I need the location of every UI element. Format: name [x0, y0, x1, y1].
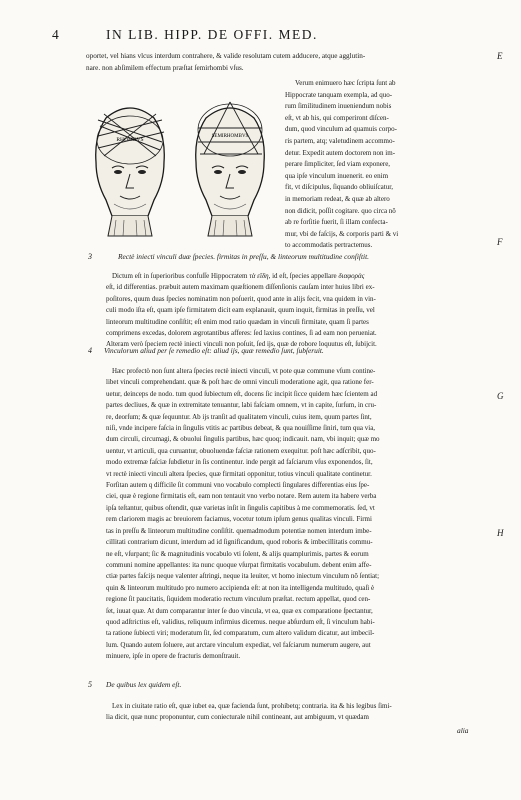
text-line: Hippocrate tanquam exempla, ad quo-: [285, 90, 393, 99]
text-line: dum, quod vinculum ad quamuis corpo-: [285, 125, 397, 134]
text-line: ipſa teſtantur, quibus oſtendit, quæ varietas inſit in ſingulis capitibus à me commemoratis. ſed, vt: [106, 503, 375, 512]
text-line: Forſitan autem q difficile ſit communi vno vocabulo complecti ſingulares differentias eius ſpe-: [106, 481, 370, 490]
svg-text:RHOMBVS: RHOMBVS: [116, 137, 144, 143]
text-line: dum circuli, circumagi, & obuolui ſingulis partibus, hæc quoq; indicauit. nam, vbi inquit; quæ mo: [106, 435, 380, 444]
section-heading: Rectè iniecti vinculi duæ ſpecies. firmitas in preſſu, & linteorum multitudine conſiſtit.: [118, 252, 369, 261]
text-line: cillitati contrarium dicunt, interdum ad id ſignificandum, quod roboris & imbecillitatis commu-: [106, 538, 373, 547]
text-line: communi nomine appellantes: ita nunc quoque vſurpat firmitatis vocabulum. debent enim affe-: [106, 560, 372, 569]
text-line: rum ſimilitudinem inueniendum nobis: [285, 102, 392, 111]
text-line: fit, vt diſcipulus, ſiquando obliuiſcatur,: [285, 183, 394, 192]
text-line: ctiæ partes faſcijs neque valenter aſtringi, neque ita leuiter, vt homo iniectum vinculum nõ ſentiat;: [106, 572, 380, 581]
greek-term: διαφορὰς: [338, 272, 365, 280]
section-5-text: [106, 701, 498, 724]
text-line: nare. non abſimilem effectum præſtat ſemirhombi vſus.: [86, 64, 244, 72]
text-line: uentur, vt articuli, qua curuantur, obuoluendæ faſciæ rationem exequitur. poſt hæc adſcribit, quo-: [106, 446, 376, 455]
figure-label-rhombus: [116, 137, 143, 143]
greek-term: τὰ εἴδη: [249, 272, 269, 280]
text-line: ſet, iuuat quæ. At dum comparantur inter ſe duo vincula, vt ea, quæ ex comparatione ſpectantur,: [106, 606, 373, 615]
text-line: partes decliues, & quæ in extremitate tenuantur, labi faſciam omnem, vt in capite, ſurſum, in cru-: [106, 401, 377, 410]
catchword: alia: [457, 726, 469, 735]
section-number: 5: [88, 680, 92, 689]
right-column-text: [285, 78, 497, 252]
text-line: oportet, vel hians vlcus interdum contrahere, & valide resolutam cutem adducere, atque agglutin-: [86, 52, 366, 60]
section-heading: De quibus lex quidem eſt.: [106, 680, 182, 689]
text-line: quin & linteorum multitudo pro numero accipienda eſt: at non ita intelligenda multitudo, quaſi è: [106, 583, 375, 592]
text-line: detur. Expedit autem doctorem non im-: [285, 148, 396, 157]
rhombus-head-figure: [84, 96, 176, 242]
text-line: libet vinculi comprehendant. quæ & poſt hæc de omni vinculi moderatione agit, qua ratione fer-: [106, 378, 374, 387]
text-line: to accommodatis pertractemus.: [285, 241, 373, 250]
text-line: Lex in ciuitate ratio eſt, quæ iubet ea, quæ facienda ſunt, prohibetq; contraria. ita & his legibus ſimi-: [112, 702, 392, 710]
text-line: in memoriam redeat, & quæ ab altero: [285, 194, 390, 203]
text-line: Verum enimuero hæc ſcripta ſunt ab: [295, 79, 396, 87]
text-line: ne eſt, vſurpant; ſic & magnitudinis vocabulo vti ſolent, & alijs quamplurimis, partes & eorum: [106, 549, 369, 558]
text-line: uetur, deinceps de nodo. tum quod ſubiectum eſt, docens ſic incipit ſicce quidem hæc ſcientem ad: [106, 389, 378, 398]
text-line: poſitores, quum duas ſpecies nominatim non poſuerit, quod ante in alijs fecit, vna quidem in vin-: [106, 294, 376, 303]
section-number: 4: [88, 346, 92, 355]
section-heading: Vinculorum aliud per ſe remedio eſt: aliud ijs, quæ remedio ſunt, ſubſeruit.: [104, 346, 324, 355]
text-line: ris partem, atq; valetudinem accommo-: [285, 136, 395, 145]
text-line: comprimens excedas, dolorem ægrotantibus afferes: ſed laxius contines, ſi ad eam non perueniat.: [106, 329, 377, 338]
section-4-text: [106, 366, 498, 663]
text-line: rem clariorem magis ac breuiorem faciamus, vocetur totum ipſum genus qualitas vinculi. Firmi: [106, 515, 372, 524]
text-line: non didicit, poſſit cogitare. quo circa nõ: [285, 206, 396, 215]
section-3-text: [106, 271, 498, 351]
page-number: 4: [52, 27, 61, 42]
text-line: regione ſit paucitatis, ſiquidem moderatio rectum vinculum præſtat. rectum appellat, quod cen-: [106, 595, 371, 604]
text-line: lum. Quando autem ſoluere, aut arctare vinculum expediat, vel faſciarum numerum augere, aut: [106, 640, 371, 649]
margin-letter: H: [497, 528, 504, 538]
text-line: tas in preſſu & linteorum multitudine conſiſtit. quemadmodum potentiæ nomen interdum imbe-: [106, 526, 372, 535]
text-line: minuere, ipſe in opere de fracturis demonſtrauit.: [106, 652, 241, 661]
text-line: eſt, id differentias. præbuit autem maximam quæſtionem diſſenſionis cauſam inter huius libri ex-: [106, 283, 375, 292]
running-title: IN LIB. HIPP. DE OFFI. MED.: [106, 27, 318, 42]
text-line: perare ſimpliciter, ſed viam exponere,: [285, 160, 391, 169]
text-line: Dictum eſt in ſuperioribus confuſſe Hippocratem τὰ εἴδη, id eſt, ſpecies appellare διαφορὰς: [112, 272, 365, 280]
svg-text:SEMIRHOMBVS: SEMIRHOMBVS: [211, 134, 249, 139]
margin-letter: F: [497, 237, 503, 247]
margin-letter: E: [497, 51, 503, 61]
text-line: re, deorſum; & quæ ſequuntur. Ab ijs tranſit ad qualitatem vinculi, cuius item, quum partes ſint,: [106, 412, 372, 421]
text-line: vt rectè iniecti vinculi altera ſpecies, quæ firmitati opponitur, totius vinculi qualitate continetur.: [106, 469, 372, 478]
text-line: culi modo iſta eſt, quam ipſe firmitatem dicit eam explanauit, quum inquit, firmitas in preſſu, vel: [106, 306, 375, 315]
text-line: quod adſtrictius eſt, validius, reliquum infirmius dicemus. neque abſurdum eſt, ſi vinculum habi-: [106, 617, 375, 626]
text-line: ta ratione ſubiecti viri; moderatum ſit, ſed comparatum, cum altero validum dicatur, aut imbecil-: [106, 629, 375, 638]
section-number: 3: [88, 252, 92, 261]
figure-label-semirhombus: [212, 134, 249, 139]
text-line: linteorum multitudine conſiſtit; eſt enim mod ratio quædam in vinculi firmitate, quam ſi partes: [106, 317, 369, 326]
text-line: lia dicit, quæ nunc proponuntur, cum coniecturale nihil contineant, aut ambiguum, vt quædam: [106, 713, 369, 722]
text-line: niſi, vnde incipere faſcia in ſingulis vtitis ac partibus debeat, & qua nouiſſime ſiniri, tum qua via,: [106, 424, 376, 433]
semirhombus-head-figure: [184, 96, 276, 242]
text-line: mur, vbi de faſcijs, & corporis parti & vi: [285, 229, 399, 238]
margin-letter: G: [497, 391, 504, 401]
text-line: modo extremæ faſciæ ſubdietur in ſis continentur. inde pergit ad faſciarum vſus exponendos, ſit,: [106, 458, 373, 467]
text-line: qua ipſe vinculum inuenerit. eo enim: [285, 171, 389, 180]
text-line: Hæc profectò non ſunt altera ſpecies rectè iniecti vinculi, vt pote quæ commune vſum contine-: [112, 367, 376, 375]
text-line: ciei, quæ è regione firmitatis eſt, eam non tentauit vno verbo notare. Rem autem ita habere verba: [106, 492, 377, 501]
text-line: eſt, vt ab his, qui comperiront diſcen-: [285, 113, 389, 122]
text-line: Alteram verò ſpeciem rectè iniecti vinculi non poſuit, ſed ijs, quæ de robore loquutus eſt, ſubijcit.: [106, 340, 377, 349]
text-line: ab re forſitie fuerit, ſi illam confecta-: [285, 218, 388, 227]
